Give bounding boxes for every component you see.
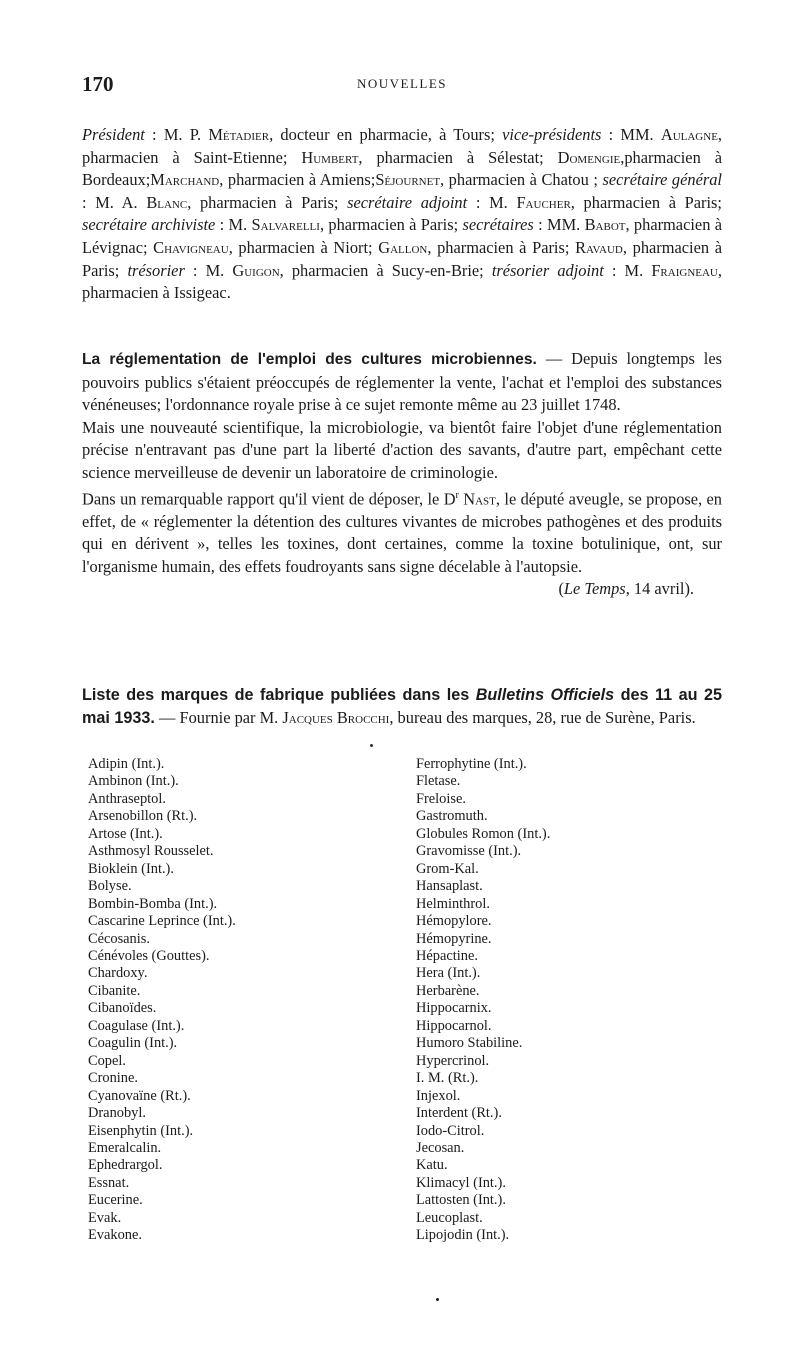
officers-segment: Babot	[584, 215, 626, 235]
reglementation-paragraph-1	[82, 348, 722, 417]
officers-segment: Domengie	[557, 147, 621, 167]
officers-segment: Humbert	[301, 147, 359, 167]
officers-segment: trésorier	[127, 260, 185, 280]
officers-segment: , pharmacien à Chatou ;	[440, 170, 603, 190]
trademark-item: Hippocarnix.	[416, 1000, 492, 1017]
trademark-item: Cénévoles (Gouttes).	[88, 947, 210, 964]
trademark-item: Bioklein (Int.).	[88, 860, 174, 877]
officers-segment: Faucher	[516, 192, 571, 212]
officers-segment: Marchand	[150, 170, 220, 190]
marques-title-1: Liste des marques de fabrique publiées dans les	[82, 686, 476, 704]
trademark-item: Gravomisse (Int.).	[416, 843, 522, 860]
officers-segment: secrétaire général	[602, 170, 722, 190]
trademark-item: Eucerine.	[88, 1192, 143, 1209]
trademark-item: Emeralcalin.	[88, 1139, 162, 1156]
officers-segment: , pharmacien à Issigeac.	[82, 260, 722, 303]
officers-segment: : M.	[215, 215, 252, 235]
officers-segment: , pharmacien à Paris;	[570, 192, 722, 212]
trademark-item: Katu.	[416, 1157, 448, 1174]
officers-segment: Séjournet	[375, 170, 441, 190]
marques-supplier-name: Jacques Brocchi	[282, 707, 390, 727]
officers-segment: , docteur en pharmacie, à Tours;	[269, 125, 503, 144]
reglementation-paragraph-2: Mais une nouveauté scientifique, la microbiologie, va bientôt faire l'objet d'une réglementation précise n'entravant pas d'une part la liberté d'action des savants, d'autre part, empêchant cette science merveilleuse de devenir un laboratoire de criminologie.	[82, 417, 722, 482]
reglementation-p3-b: , le député aveugle, se propose, en effet, de « réglementer la détention des cultures vivantes de microbes pathogènes et des produits qui en dérivent », telles les toxines, dont certaines, comme la toxine botulinique, ont, sur l'organisme humain, des effets foudroyants sans signe décelable à l'autopsie.	[82, 489, 723, 576]
trademark-item: I. M. (Rt.).	[416, 1070, 479, 1087]
officers-segment: , pharmacien à Paris;	[187, 192, 348, 212]
deputy-name: Nast	[458, 489, 496, 509]
trademark-item: Injexol.	[416, 1087, 461, 1104]
trademark-item: Hépactine.	[416, 947, 478, 964]
officers-segment: Chavigneau	[153, 237, 229, 257]
officers-segment: : M. A.	[82, 192, 147, 212]
trademark-item: Jecosan.	[416, 1139, 465, 1156]
trademark-item: Evakone.	[88, 1227, 142, 1244]
page-header	[82, 72, 722, 102]
trademark-item: Cronine.	[88, 1070, 138, 1087]
trademark-item: Bolyse.	[88, 878, 132, 895]
officers-segment: : MM.	[601, 125, 661, 144]
reglementation-article	[82, 348, 722, 601]
trademark-item: Fletase.	[416, 773, 461, 790]
officers-segment: secrétaires	[462, 215, 534, 235]
decorative-dot	[370, 744, 373, 747]
trademark-item: Hypercrinol.	[416, 1052, 490, 1069]
source-title: Le Temps	[563, 579, 626, 599]
marques-supplier-intro: — Fournie par M.	[154, 707, 283, 727]
trademark-item: Klimacyl (Int.).	[416, 1174, 506, 1191]
source-date: , 14 avril	[625, 579, 685, 599]
officers-segment: , pharmacien à Sélestat;	[358, 147, 558, 167]
trademark-item: Ferrophytine (Int.).	[416, 756, 527, 772]
officers-segment: , pharmacien à Amiens;	[219, 170, 376, 190]
trademark-item: Humoro Stabiline.	[416, 1035, 523, 1052]
trademark-item: Hémopyrine.	[416, 930, 492, 947]
trademark-item: Copel.	[88, 1052, 126, 1069]
officers-text	[82, 124, 722, 305]
trademark-item: Helminthrol.	[416, 895, 490, 912]
officers-segment: Gallon	[378, 237, 428, 257]
officers-segment: , pharmacien à Niort;	[228, 237, 379, 257]
officers-segment: , pharmacien à Saint-Etienne;	[82, 125, 723, 167]
source-close-paren: ).	[684, 579, 694, 599]
marques-list-right	[416, 756, 716, 1245]
officers-segment: vice-présidents	[502, 125, 602, 144]
trademark-item: Gastromuth.	[416, 808, 488, 825]
trademark-item: Adipin (Int.).	[88, 756, 165, 772]
trademark-item: Ephedrargol.	[88, 1157, 163, 1174]
officers-segment: trésorier adjoint	[491, 260, 604, 280]
trademark-item: Essnat.	[88, 1174, 130, 1191]
marques-dates: des 11 au 25 mai 1933.	[82, 686, 722, 727]
officers-segment: : M.	[603, 260, 652, 280]
officers-segment: Fraigneau	[651, 260, 718, 280]
officers-segment: Aulagne	[660, 125, 718, 144]
trademark-item: Asthmosyl Rousselet.	[88, 843, 214, 860]
page-end-dot	[436, 1298, 439, 1301]
officers-segment: : M. P.	[144, 125, 209, 144]
officers-segment: , pharmacien à Lévignac;	[82, 215, 722, 257]
trademark-item: Interdent (Rt.).	[416, 1105, 502, 1122]
officers-paragraph	[82, 124, 722, 305]
officers-segment: secrétaire adjoint	[347, 192, 468, 212]
officers-segment: , pharmacien à Sucy-en-Brie;	[279, 260, 492, 280]
officers-segment: : MM.	[533, 215, 585, 235]
marques-heading	[82, 684, 722, 729]
officers-segment: secrétaire archiviste	[82, 215, 216, 235]
trademark-item: Iodo-Citrol.	[416, 1122, 485, 1139]
trademark-item: Grom-Kal.	[416, 860, 479, 877]
trademark-item: Cibanite.	[88, 982, 141, 999]
trademark-item: Lattosten (Int.).	[416, 1192, 506, 1209]
trademark-item: Hémopylore.	[416, 913, 492, 930]
reglementation-paragraph-3	[82, 485, 722, 579]
running-head: NOUVELLES	[356, 76, 448, 91]
officers-segment: : M.	[184, 260, 233, 280]
trademark-item: Ambinon (Int.).	[88, 773, 179, 790]
trademark-item: Coagulin (Int.).	[88, 1035, 178, 1052]
trademark-item: Coagulase (Int.).	[88, 1017, 185, 1034]
officers-segment: , pharmacien à Paris;	[319, 215, 463, 235]
page-number: 170	[82, 72, 114, 96]
marques-address: , bureau des marques, 28, rue de Surène, Paris.	[389, 707, 696, 727]
officers-segment: : M.	[467, 192, 517, 212]
reglementation-p1-text: — Depuis longtemps les pouvoirs publics s'étaient préoccupés de réglementer la vente, l'achat et l'emploi des substances vénéneuses; l'ordonnance royale prise à ce sujet remonte même au 23 juillet 1748.	[82, 349, 722, 415]
marques-list-left	[88, 756, 388, 1245]
trademark-item: Cécosanis.	[88, 930, 150, 947]
source-open-paren: (	[558, 579, 564, 599]
trademark-item: Cyanovaïne (Rt.).	[88, 1087, 191, 1104]
officers-segment: Président	[82, 125, 145, 144]
officers-segment: , pharmacien à Paris;	[427, 237, 576, 257]
trademark-item: Cibanoïdes.	[88, 1000, 157, 1017]
officers-segment: Métadier	[208, 125, 270, 144]
officers-segment: ,pharmacien à Bordeaux;	[82, 147, 723, 190]
trademark-item: Lipojodin (Int.).	[416, 1227, 510, 1244]
trademark-item: Chardoxy.	[88, 965, 148, 982]
trademark-item: Artose (Int.).	[88, 825, 163, 842]
trademark-item: Freloise.	[416, 790, 466, 807]
trademark-item: Cascarine Leprince (Int.).	[88, 913, 236, 930]
reglementation-p3-a: Dans un remarquable rapport qu'il vient de déposer, le D	[82, 489, 456, 509]
officers-segment: , pharmacien à Paris;	[82, 237, 722, 280]
trademark-item: Bombin-Bomba (Int.).	[88, 895, 218, 912]
doctor-superscript: r	[455, 489, 459, 501]
officers-segment: Blanc	[146, 192, 188, 212]
trademark-item: Arsenobillon (Rt.).	[88, 808, 198, 825]
trademark-item: Herbarène.	[416, 982, 480, 999]
trademark-item: Anthraseptol.	[88, 790, 166, 807]
officers-segment: Guigon	[232, 260, 280, 280]
officers-segment: Salvarelli	[251, 215, 320, 235]
trademark-item: Eisenphytin (Int.).	[88, 1122, 194, 1139]
trademark-item: Hansaplast.	[416, 878, 483, 895]
trademark-item: Hera (Int.).	[416, 965, 481, 982]
trademark-item: Globules Romon (Int.).	[416, 825, 551, 842]
trademark-item: Evak.	[88, 1209, 122, 1226]
officers-segment: Ravaud	[575, 237, 623, 257]
source-citation	[82, 578, 722, 601]
trademark-item: Hippocarnol.	[416, 1017, 492, 1034]
marques-bulletins: Bulletins Officiels	[475, 686, 615, 704]
reglementation-title: La réglementation de l'emploi des cultures microbiennes.	[82, 351, 537, 368]
trademark-item: Leucoplast.	[416, 1209, 483, 1226]
trademark-item: Dranobyl.	[88, 1105, 146, 1122]
